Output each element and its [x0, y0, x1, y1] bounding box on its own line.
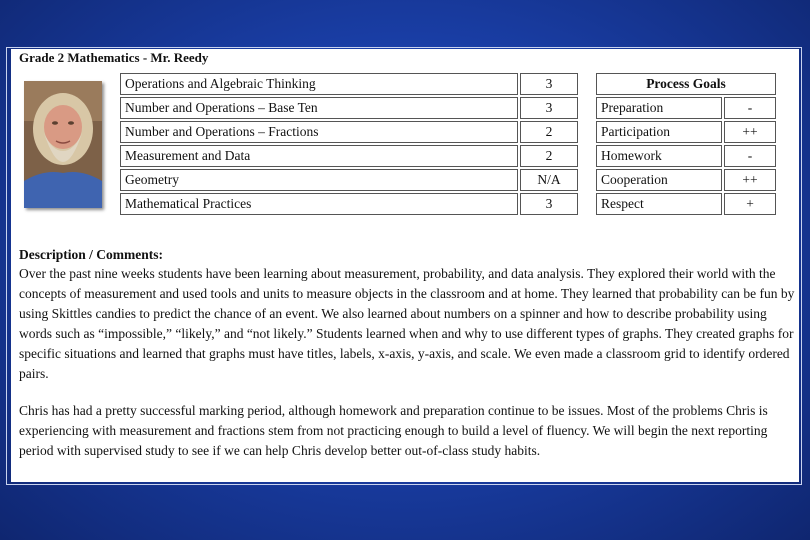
subject-name: Operations and Algebraic Thinking [120, 73, 518, 95]
table-row [596, 193, 776, 215]
goal-value: ++ [724, 121, 776, 143]
subject-score: 3 [520, 193, 578, 215]
description-heading: Description / Comments: [19, 247, 163, 262]
subject-name: Geometry [120, 169, 518, 191]
table-row [596, 121, 776, 143]
goal-value: + [724, 193, 776, 215]
subject-score: 2 [520, 145, 578, 167]
process-goals-header: Process Goals [596, 73, 776, 95]
process-goals-table [594, 71, 778, 217]
subject-name: Number and Operations – Base Ten [120, 97, 518, 119]
goal-value: - [724, 145, 776, 167]
table-row [596, 97, 776, 119]
subjects-table [118, 71, 580, 217]
table-row [120, 73, 578, 95]
table-row [120, 121, 578, 143]
table-row [596, 145, 776, 167]
table-row [120, 97, 578, 119]
goal-value: - [724, 97, 776, 119]
subject-name: Number and Operations – Fractions [120, 121, 518, 143]
table-row [120, 145, 578, 167]
goal-value: ++ [724, 169, 776, 191]
subject-score: 3 [520, 73, 578, 95]
subject-name: Mathematical Practices [120, 193, 518, 215]
subject-score: N/A [520, 169, 578, 191]
goal-name: Respect [596, 193, 722, 215]
table-header-row [596, 73, 776, 95]
subject-score: 3 [520, 97, 578, 119]
goal-name: Homework [596, 145, 722, 167]
goal-name: Cooperation [596, 169, 722, 191]
subject-name: Measurement and Data [120, 145, 518, 167]
table-row [120, 193, 578, 215]
goal-name: Preparation [596, 97, 722, 119]
table-row [120, 169, 578, 191]
comment-paragraph-2: Chris has had a pretty successful marking period, although homework and preparation continue to be issues. Most of the problems Chris is experiencing with measurement and fractions stem from not practicing enough to build a level of fluency. We will begin the next reporting period with supervised study to see if we can help Chris develop better out-of-class study habits. [19, 403, 768, 458]
teacher-photo [24, 81, 102, 208]
report-card-document [11, 49, 799, 482]
table-row [596, 169, 776, 191]
goal-name: Participation [596, 121, 722, 143]
subject-score: 2 [520, 121, 578, 143]
document-title: Grade 2 Mathematics - Mr. Reedy [19, 50, 209, 65]
comment-paragraph-1: Over the past nine weeks students have been learning about measurement, probability, and data analysis. They explored their world with the concepts of measurement and used tools and units to measure objects in the classroom and at home. They learned that probability can be fun by using Skittles candies to predict the chance of an event. We also learned about numbers on a spinner and how to describe probability using words such as “impossible,” “likely,” and “not likely.” Students learned when and why to use different types of graphs. They created graphs for specific situations and learned that graphs must have titles, labels, x-axis, y-axis, and scale. We even made a classroom grid to identify ordered pairs. [19, 266, 795, 381]
